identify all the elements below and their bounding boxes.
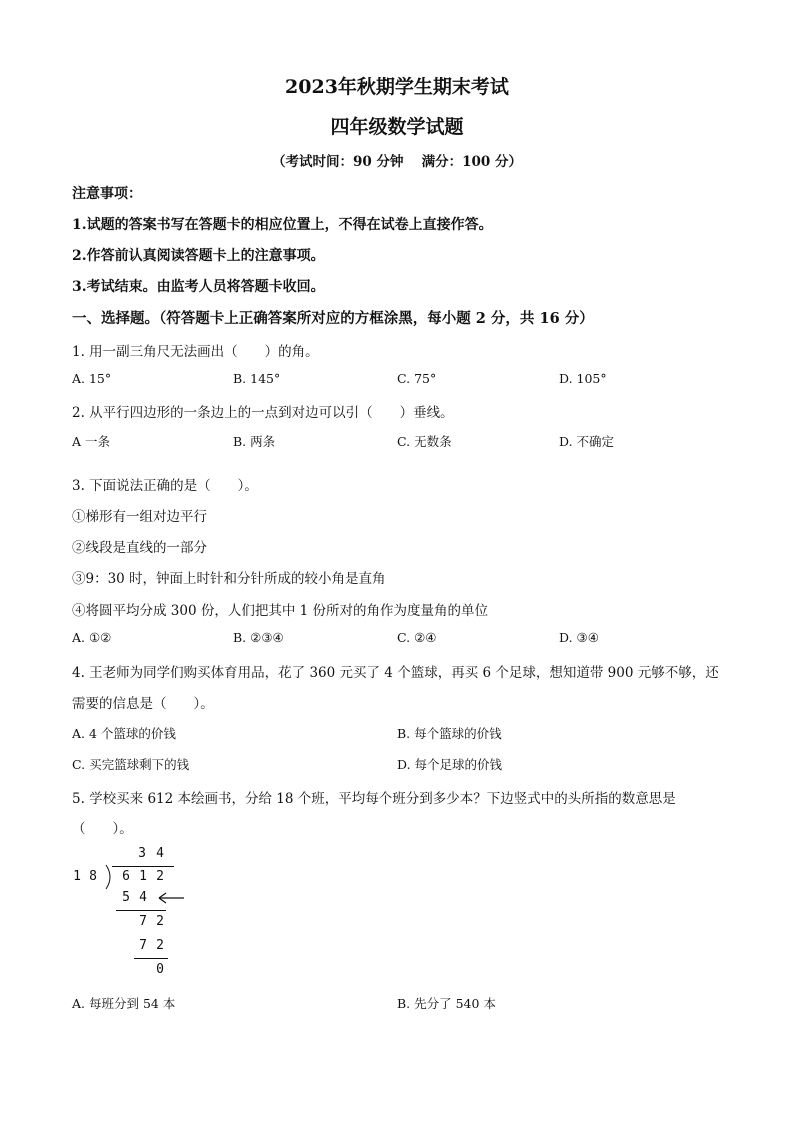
option-b: B. ②③④ (233, 630, 284, 645)
option-a: A. 4 个篮球的价钱 (72, 726, 176, 741)
step-digit: 4 (139, 890, 147, 905)
notice-item: 1.试题的答案书写在答题卡的相应位置上，不得在试卷上直接作答。 (72, 217, 493, 233)
subtraction-line (116, 910, 166, 911)
option-d: D. 105° (559, 371, 607, 386)
option-d: D. 不确定 (559, 434, 615, 449)
statement: ③9：30 时，钟面上时针和分针所成的较小角是直角 (72, 571, 386, 587)
question-stem: 2. 从平行四边形的一条边上的一点到对边可以引（ ）垂线。 (72, 405, 454, 421)
step-digit: 2 (156, 938, 164, 953)
option-b: B. 145° (233, 371, 281, 386)
quotient-digit: 4 (156, 846, 164, 861)
option-c: C. 无数条 (397, 434, 452, 449)
option-a: A. 每班分到 54 本 (72, 996, 176, 1011)
option-c: C. 75° (397, 371, 437, 386)
option-c: C. 买完篮球剩下的钱 (72, 757, 190, 772)
step-digit: 7 (139, 914, 147, 929)
exam-subtitle: 四年级数学试题 (330, 116, 464, 138)
question-stem-continued: 需要的信息是（ ）。 (72, 696, 214, 712)
step-digit: 2 (156, 914, 164, 929)
option-a: A. ①② (72, 630, 112, 645)
divisor-digit: 8 (89, 869, 97, 884)
option-a: A. 15° (72, 371, 112, 386)
question-stem: 4. 王老师为同学们购买体育用品，花了 360 元买了 4 个篮球，再买 6 个足球，想知道带 900 元够不够，还 (72, 665, 719, 681)
dividend-digit: 6 (122, 869, 130, 884)
question-stem: 1. 用一副三角尺无法画出（ ）的角。 (72, 344, 319, 360)
step-digit: 7 (139, 938, 147, 953)
quotient-digit: 3 (138, 846, 146, 861)
remainder-digit: 0 (156, 962, 164, 977)
notice-item: 2.作答前认真阅读答题卡上的注意事项。 (72, 248, 325, 264)
statement: ④将圆平均分成 300 份，人们把其中 1 份所对的角作为度量角的单位 (72, 603, 489, 619)
statement: ②线段是直线的一部分 (72, 540, 207, 556)
division-bracket (103, 863, 115, 891)
exam-info: （考试时间：90 分钟 满分：100 分） (271, 154, 523, 170)
question-stem-continued: （ ）。 (72, 821, 133, 837)
option-b: B. 每个篮球的价钱 (397, 726, 502, 741)
option-d: D. ③④ (559, 630, 599, 645)
section-heading: 一、选择题。（符答题卡上正确答案所对应的方框涂黑，每小题 2 分，共 16 分） (72, 310, 594, 327)
option-a: A 一条 (72, 434, 111, 449)
long-division (70, 840, 210, 990)
notice-heading: 注意事项： (72, 186, 142, 202)
notice-item: 3.考试结束。由监考人员将答题卡收回。 (72, 279, 325, 295)
dividend-digit: 2 (156, 869, 164, 884)
exam-title: 2023年秋期学生期末考试 (285, 76, 509, 98)
option-b: B. 先分了 540 本 (397, 996, 496, 1011)
question-stem: 3. 下面说法正确的是（ ）。 (72, 478, 258, 494)
option-d: D. 每个足球的价钱 (397, 757, 503, 772)
arrow-left-icon (156, 890, 186, 906)
option-b: B. 两条 (233, 434, 276, 449)
option-c: C. ②④ (397, 630, 437, 645)
step-digit: 5 (122, 890, 130, 905)
statement: ①梯形有一组对边平行 (72, 509, 207, 525)
division-bar (112, 866, 174, 867)
subtraction-line (134, 958, 168, 959)
question-stem: 5. 学校买来 612 本绘画书，分给 18 个班，平均每个班分到多少本？下边竖式中的头所指的数意思是 (72, 791, 676, 807)
dividend-digit: 1 (139, 869, 147, 884)
divisor-digit: 1 (73, 869, 81, 884)
